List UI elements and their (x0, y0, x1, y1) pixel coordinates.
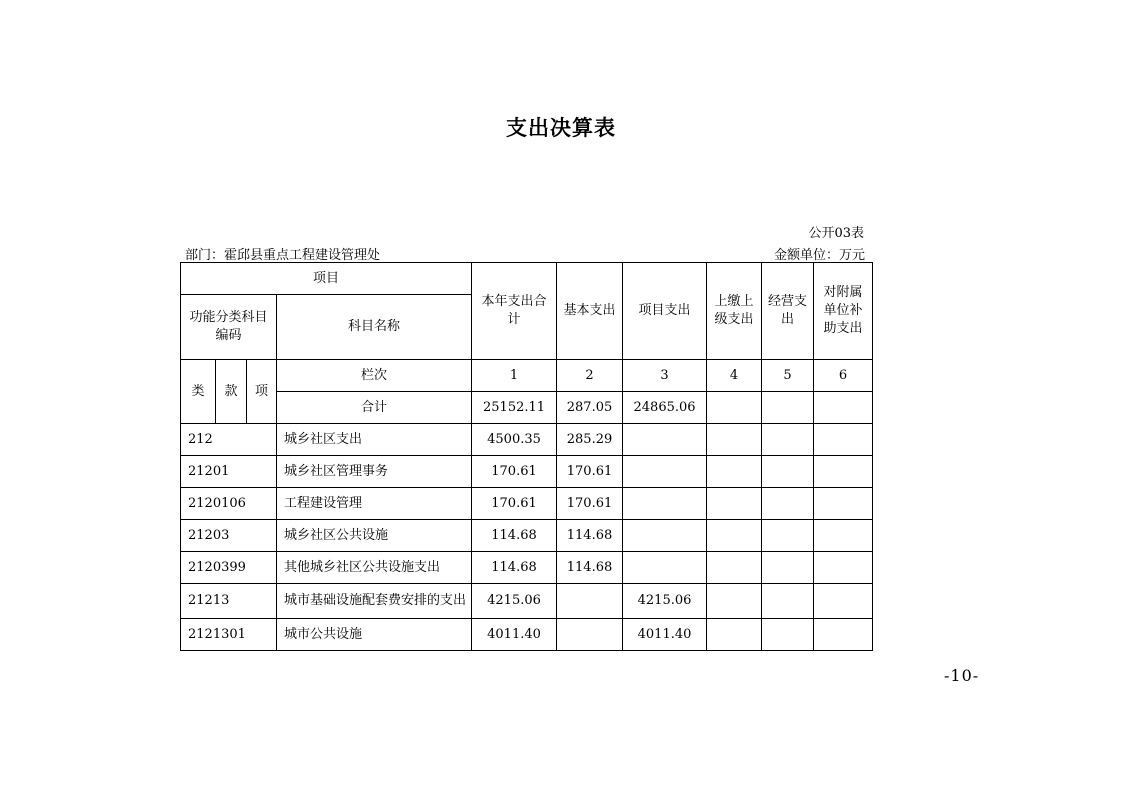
column-number: 6 (814, 360, 873, 392)
row-project (623, 424, 707, 456)
row-subsidy (814, 520, 873, 552)
table-row (181, 488, 873, 520)
row-total: 4215.06 (472, 584, 557, 619)
row-project (623, 552, 707, 584)
row-project (623, 456, 707, 488)
row-name: 城市基础设施配套费安排的支出 (277, 584, 472, 619)
row-business (762, 619, 814, 651)
header-name: 科目名称 (277, 295, 472, 360)
row-total: 114.68 (472, 520, 557, 552)
row-name: 工程建设管理 (277, 488, 472, 520)
sum-business (762, 392, 814, 424)
row-upper (707, 488, 762, 520)
column-number: 2 (557, 360, 623, 392)
header-business: 经营支出 (762, 263, 814, 360)
row-total: 170.61 (472, 488, 557, 520)
row-subsidy (814, 488, 873, 520)
sum-project: 24865.06 (623, 392, 707, 424)
row-upper (707, 424, 762, 456)
row-basic: 170.61 (557, 456, 623, 488)
page-title: 支出决算表 (506, 116, 616, 140)
row-code: 2121301 (181, 619, 277, 651)
column-number: 1 (472, 360, 557, 392)
row-subsidy (814, 456, 873, 488)
row-upper (707, 520, 762, 552)
row-business (762, 584, 814, 619)
row-total: 114.68 (472, 552, 557, 584)
table-row (181, 619, 873, 651)
row-business (762, 488, 814, 520)
row-code: 21201 (181, 456, 277, 488)
row-code: 2120399 (181, 552, 277, 584)
column-number: 4 (707, 360, 762, 392)
department-label: 部门：霍邱县重点工程建设管理处 (185, 248, 381, 263)
row-subsidy (814, 424, 873, 456)
header-kuan: 款 (216, 360, 247, 424)
row-basic: 170.61 (557, 488, 623, 520)
row-upper (707, 552, 762, 584)
sum-total: 25152.11 (472, 392, 557, 424)
row-subsidy (814, 584, 873, 619)
row-project: 4215.06 (623, 584, 707, 619)
row-name: 城乡社区管理事务 (277, 456, 472, 488)
header-project: 项目支出 (623, 263, 707, 360)
table-row (181, 424, 873, 456)
table-row (181, 552, 873, 584)
expenditure-table (180, 262, 873, 651)
sum-basic: 287.05 (557, 392, 623, 424)
header-upper: 上缴上级支出 (707, 263, 762, 360)
row-name: 城市公共设施 (277, 619, 472, 651)
row-basic: 285.29 (557, 424, 623, 456)
row-code: 21203 (181, 520, 277, 552)
sum-upper (707, 392, 762, 424)
row-name: 其他城乡社区公共设施支出 (277, 552, 472, 584)
header-lei: 类 (181, 360, 216, 424)
table-row (181, 520, 873, 552)
row-subsidy (814, 552, 873, 584)
header-total: 本年支出合计 (472, 263, 557, 360)
column-number: 3 (623, 360, 707, 392)
header-basic: 基本支出 (557, 263, 623, 360)
sum-subsidy (814, 392, 873, 424)
row-subsidy (814, 619, 873, 651)
row-upper (707, 619, 762, 651)
row-project (623, 488, 707, 520)
row-total: 4500.35 (472, 424, 557, 456)
header-subsidy: 对附属单位补助支出 (814, 263, 873, 360)
row-business (762, 456, 814, 488)
row-code: 2120106 (181, 488, 277, 520)
table-row (181, 584, 873, 619)
row-project: 4011.40 (623, 619, 707, 651)
row-name: 城乡社区支出 (277, 424, 472, 456)
form-number: 公开03表 (808, 226, 864, 241)
row-total: 4011.40 (472, 619, 557, 651)
row-name: 城乡社区公共设施 (277, 520, 472, 552)
row-project (623, 520, 707, 552)
row-business (762, 552, 814, 584)
header-code: 功能分类科目编码 (181, 295, 277, 360)
row-basic: 114.68 (557, 552, 623, 584)
row-business (762, 520, 814, 552)
row-upper (707, 456, 762, 488)
column-index-label: 栏次 (277, 360, 472, 392)
row-basic: 114.68 (557, 520, 623, 552)
page-number: -10- (944, 666, 980, 685)
column-number: 5 (762, 360, 814, 392)
row-code: 212 (181, 424, 277, 456)
amount-unit-label: 金额单位：万元 (773, 248, 865, 263)
row-upper (707, 584, 762, 619)
sum-label: 合计 (277, 392, 472, 424)
row-total: 170.61 (472, 456, 557, 488)
row-business (762, 424, 814, 456)
header-item: 项目 (181, 263, 472, 295)
table-row (181, 456, 873, 488)
row-basic (557, 619, 623, 651)
header-xiang: 项 (247, 360, 277, 424)
row-basic (557, 584, 623, 619)
row-code: 21213 (181, 584, 277, 619)
